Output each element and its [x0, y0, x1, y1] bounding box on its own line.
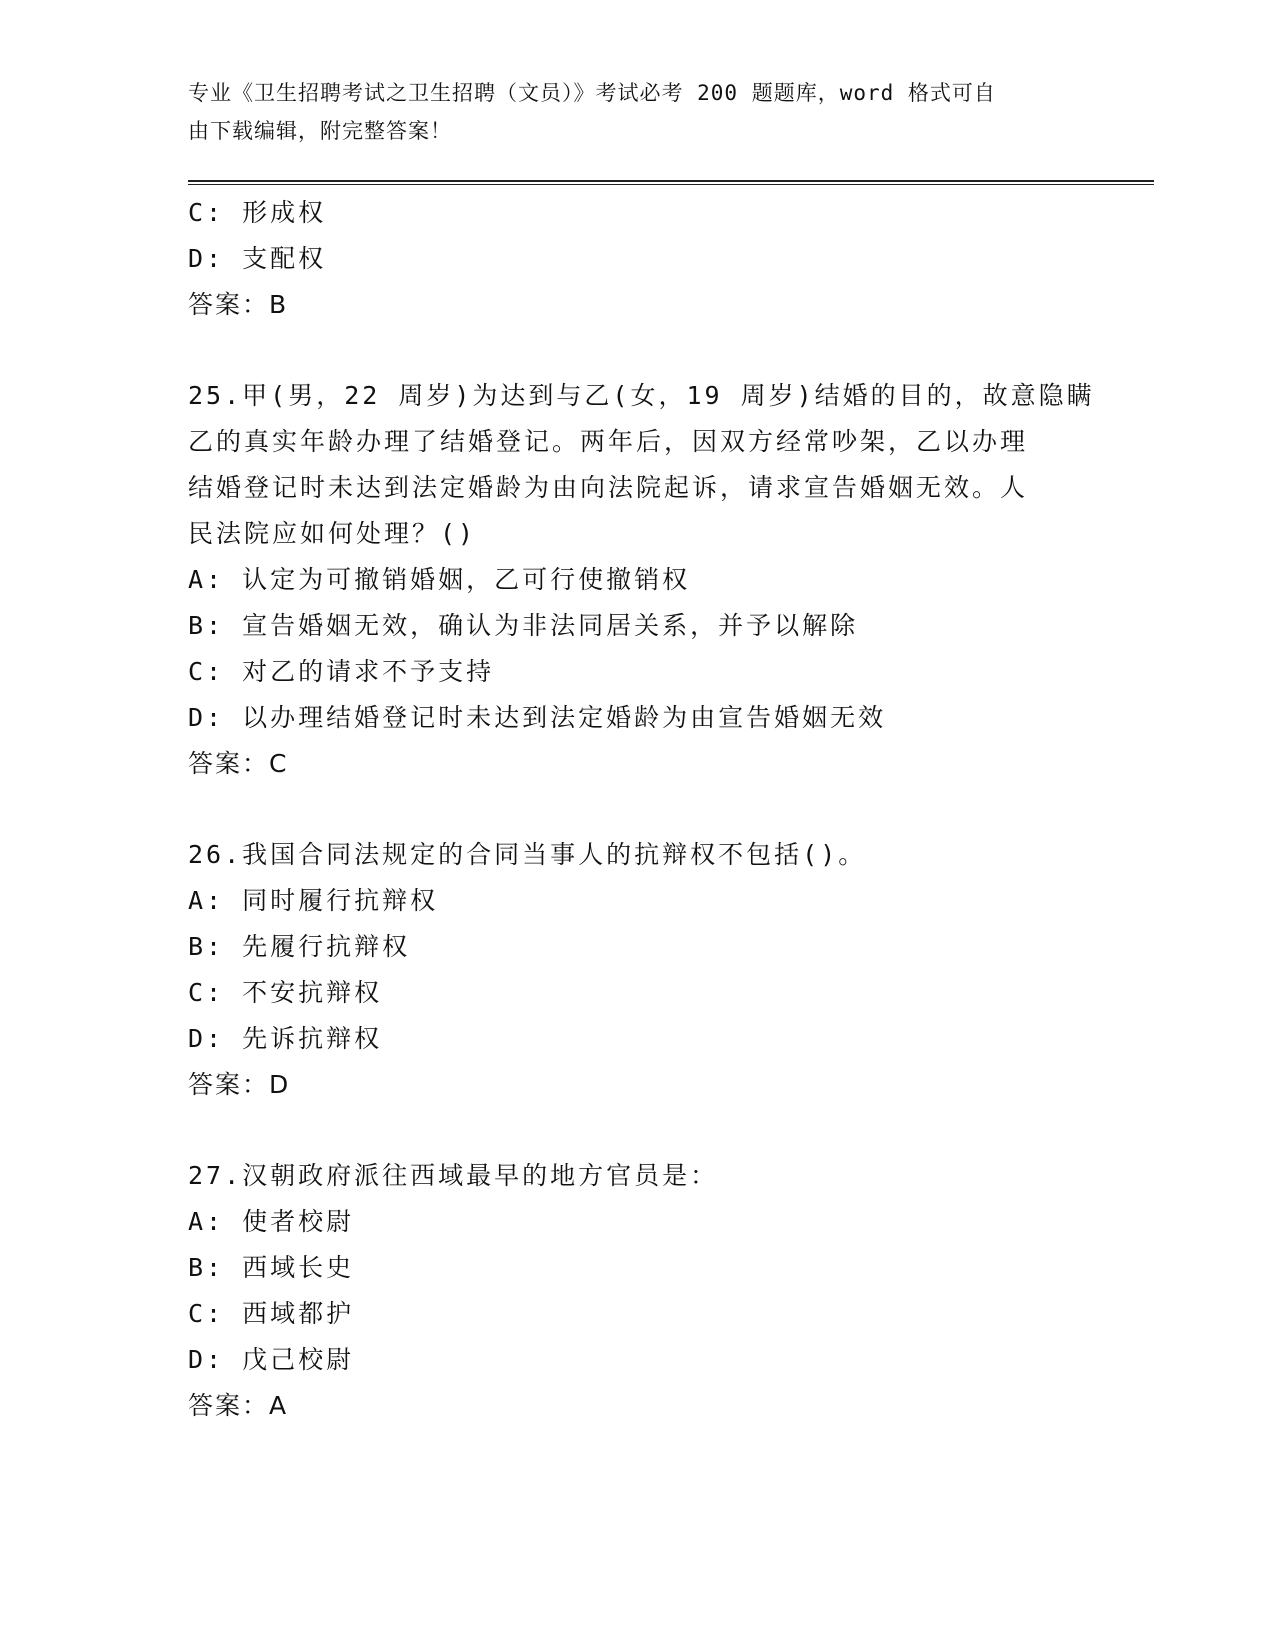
answer-line: 答案：B — [188, 290, 289, 319]
option-d: D: 戊己校尉 — [188, 1345, 355, 1374]
option-b: B: 先履行抗辩权 — [188, 932, 411, 961]
header-divider-thick — [188, 180, 1154, 182]
option-d: D: 支配权 — [188, 244, 327, 273]
option-d: D: 先诉抗辩权 — [188, 1024, 383, 1053]
answer-line: 答案：A — [188, 1391, 289, 1420]
option-a: A: 认定为可撤销婚姻，乙可行使撤销权 — [188, 565, 691, 594]
document-header — [188, 74, 1068, 150]
option-a: A: 使者校尉 — [188, 1207, 355, 1236]
answer-line: 答案：D — [188, 1070, 291, 1099]
question-stem-line: 乙的真实年龄办理了结婚登记。两年后，因双方经常吵架，乙以办理 — [188, 427, 1029, 456]
option-c: C: 形成权 — [188, 198, 327, 227]
document-body — [188, 190, 1095, 1429]
option-a: A: 同时履行抗辩权 — [188, 886, 439, 915]
question-26 — [188, 832, 1088, 1108]
question-stem-line: 民法院应如何处理？() — [188, 519, 477, 548]
option-c: C: 对乙的请求不予支持 — [188, 657, 495, 686]
question-stem-line: 结婚登记时未达到法定婚龄为由向法院起诉，请求宣告婚姻无效。人 — [188, 473, 1029, 502]
header-divider-thin — [188, 184, 1154, 185]
option-d: D: 以办理结婚登记时未达到法定婚龄为由宣告婚姻无效 — [188, 703, 887, 732]
question-stem-line: 26.我国合同法规定的合同当事人的抗辩权不包括()。 — [188, 840, 867, 869]
question-stem-line: 27.汉朝政府派往西域最早的地方官员是： — [188, 1161, 719, 1190]
option-c: C: 不安抗辩权 — [188, 978, 383, 1007]
header-line-2: 由下载编辑，附完整答案！ — [188, 119, 452, 143]
option-b: B: 宣告婚姻无效，确认为非法同居关系，并予以解除 — [188, 611, 859, 640]
question-27 — [188, 1153, 1088, 1429]
header-line-1: 专业《卫生招聘考试之卫生招聘（文员）》考试必考 200 题题库，word 格式可自 — [188, 81, 996, 105]
option-b: B: 西域长史 — [188, 1253, 355, 1282]
question-fragment — [188, 190, 1088, 328]
question-stem-line: 25.甲(男，22 周岁)为达到与乙(女，19 周岁)结婚的目的，故意隐瞒 — [188, 381, 1095, 410]
question-25 — [188, 373, 1095, 787]
answer-line: 答案：C — [188, 749, 289, 778]
option-c: C: 西域都护 — [188, 1299, 355, 1328]
